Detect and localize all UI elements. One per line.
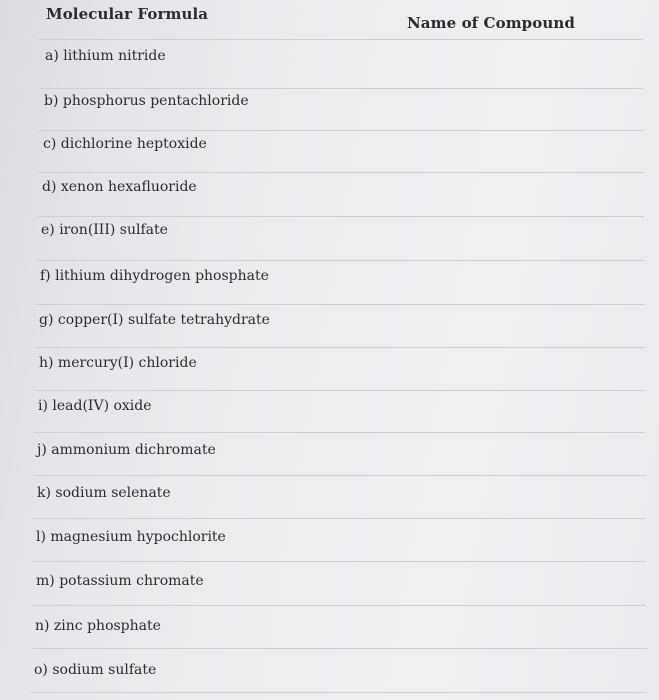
- name-of-compound-header: Name of Compound: [407, 14, 575, 32]
- row-divider: [38, 130, 644, 131]
- compound-item: d) xenon hexafluoride: [42, 179, 197, 195]
- row-divider: [34, 475, 646, 476]
- compound-item: f) lithium dihydrogen phosphate: [40, 268, 269, 284]
- compound-item: c) dichlorine heptoxide: [43, 136, 207, 152]
- row-divider: [34, 432, 645, 433]
- row-divider: [36, 304, 645, 305]
- row-divider: [33, 561, 646, 562]
- compound-item: e) iron(III) sulfate: [41, 222, 168, 238]
- row-divider: [35, 347, 645, 348]
- compound-item: k) sodium selenate: [37, 485, 171, 501]
- compound-item: g) copper(I) sulfate tetrahydrate: [39, 312, 270, 328]
- row-divider: [33, 518, 646, 519]
- compound-item: i) lead(IV) oxide: [38, 398, 152, 414]
- row-divider: [36, 260, 644, 261]
- row-divider: [37, 216, 644, 217]
- compound-item: o) sodium sulfate: [34, 662, 157, 678]
- compound-item: j) ammonium dichromate: [37, 442, 216, 458]
- row-divider: [37, 172, 644, 173]
- compound-item: l) magnesium hypochlorite: [36, 529, 226, 545]
- row-divider: [32, 605, 646, 606]
- compound-item: a) lithium nitride: [45, 48, 166, 64]
- compound-item: n) zinc phosphate: [35, 618, 161, 634]
- row-divider: [32, 648, 647, 649]
- compound-item: m) potassium chromate: [36, 573, 204, 589]
- compound-item: h) mercury(I) chloride: [39, 355, 197, 371]
- row-divider: [31, 692, 647, 693]
- compound-item: b) phosphorus pentachloride: [44, 93, 249, 109]
- row-divider: [38, 88, 643, 89]
- molecular-formula-header: Molecular Formula: [46, 5, 209, 23]
- row-divider: [35, 390, 645, 391]
